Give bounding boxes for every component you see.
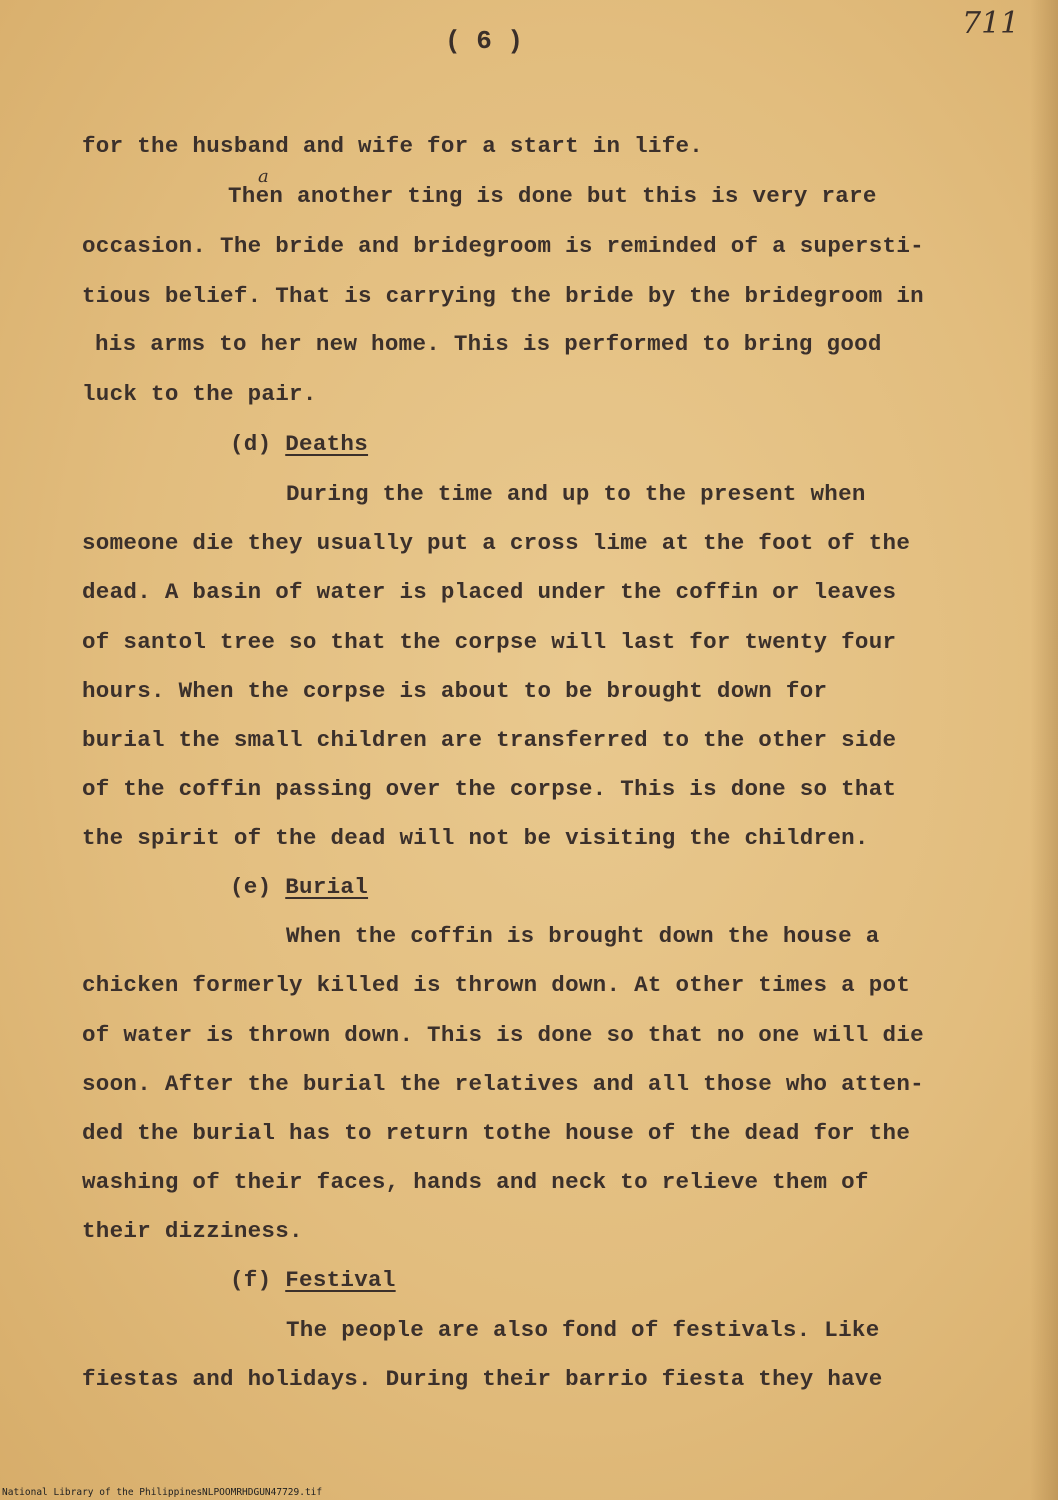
text-line: tious belief. That is carrying the bride by the bridegroom in: [82, 283, 924, 309]
footer-library: National Library of the Philippines: [2, 1487, 203, 1498]
section-label: (d): [230, 431, 286, 457]
text-line: of the coffin passing over the corpse. This is done so that: [82, 776, 897, 802]
text-line: fiestas and holidays. During their barrio fiesta they have: [82, 1366, 883, 1392]
text-line: his arms to her new home. This is performed to bring good: [95, 331, 882, 357]
text-line: burial the small children are transferred to the other side: [82, 727, 897, 753]
text-line: When the coffin is brought down the house a: [286, 923, 880, 949]
page-edge-shadow: [1030, 0, 1058, 1500]
text-line: their dizziness.: [82, 1218, 303, 1244]
section-heading-festival: [230, 1267, 396, 1293]
section-title: Deaths: [285, 431, 369, 457]
text-line: luck to the pair.: [82, 381, 317, 407]
scan-footer: [0, 1487, 1058, 1500]
section-label: (e): [230, 874, 286, 900]
text-line: of santol tree so that the corpse will last for twenty four: [82, 629, 897, 655]
text-line: soon. After the burial the relatives and all those who atten-: [82, 1071, 924, 1097]
text-line: of water is thrown down. This is done so that no one will die: [82, 1022, 924, 1048]
text-line: dead. A basin of water is placed under the coffin or leaves: [82, 579, 897, 605]
handwritten-insertion-mark: a: [258, 166, 269, 187]
text-line: washing of their faces, hands and neck to relieve them of: [82, 1169, 869, 1195]
page-number: ( 6 ): [445, 26, 524, 56]
section-title: Burial: [285, 874, 369, 900]
section-heading-deaths: [230, 431, 368, 457]
text-line: ded the burial has to return tothe house of the dead for the: [82, 1120, 911, 1146]
text-line: During the time and up to the present when: [286, 481, 866, 507]
text-line: hours. When the corpse is about to be brought down for: [82, 678, 828, 704]
text-line: chicken formerly killed is thrown down. At other times a pot: [82, 972, 911, 998]
text-line: the spirit of the dead will not be visiting the children.: [82, 825, 869, 851]
section-title: Festival: [285, 1267, 396, 1293]
text-line: occasion. The bride and bridegroom is reminded of a supersti-: [82, 233, 924, 259]
text-line: The people are also fond of festivals. Like: [286, 1317, 880, 1343]
handwritten-page-number: 711: [962, 6, 1020, 41]
section-heading-burial: [230, 874, 368, 900]
text-line: Then another ting is done but this is very rare: [228, 183, 877, 209]
text-line: someone die they usually put a cross lime at the foot of the: [82, 530, 911, 556]
section-label: (f): [230, 1267, 286, 1293]
text-line: for the husband and wife for a start in life.: [82, 133, 704, 159]
footer-filename: NLPOOMRHDGUN47729.tif: [202, 1487, 323, 1498]
